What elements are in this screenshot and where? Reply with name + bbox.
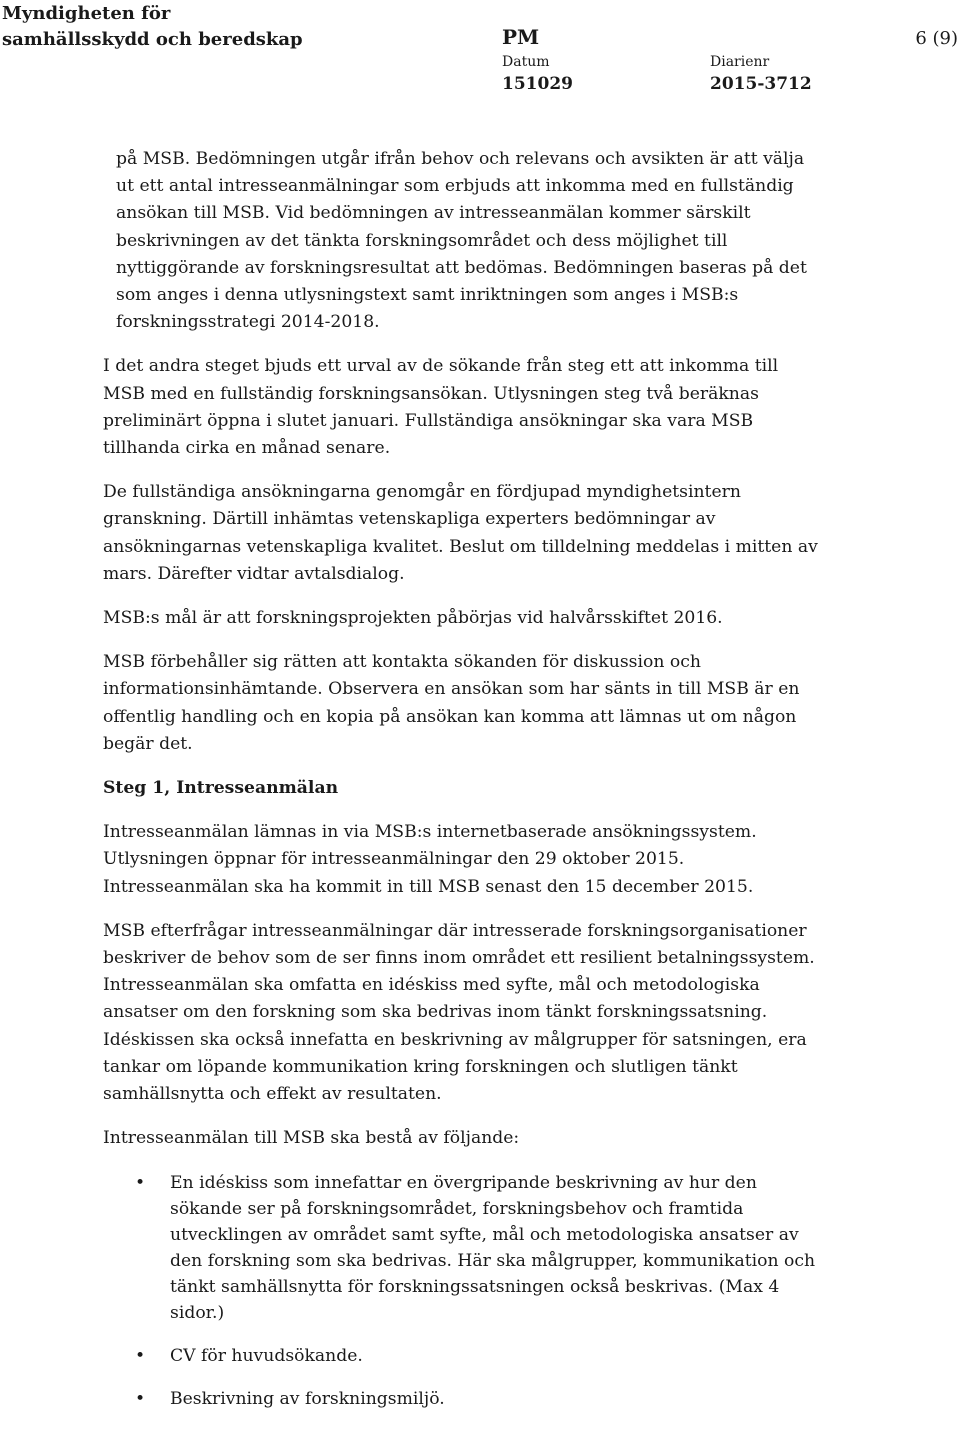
paragraph-request: MSB efterfrågar intresseanmälningar där intresserade forskningsorganisationer beskriver de behov som de ser finns inom området ett resilient betalningssystem. Intresseanmälan ska omfatta en idéskiss med syfte, mål och metodologiska ansatser om den forskning som ska bedrivas inom tänkt forskningssatsning. Idéskissen ska också innefatta en beskrivning av målgrupper för satsningen, era tankar om löpande kommunikation kring forskningen och slutligen tänkt samhällsnytta och effekt av resultaten. (103, 920, 815, 1105)
date-value: 151029 (502, 74, 573, 94)
section-heading: Steg 1, Intresseanmälan (103, 778, 339, 799)
diarienr-label: Diarienr (710, 54, 770, 70)
paragraph-contents-intro: Intresseanmälan till MSB ska bestå av följande: (103, 1128, 520, 1149)
list-item (103, 1170, 823, 1326)
document-body (103, 146, 823, 1429)
bullet-icon: • (135, 1388, 146, 1409)
paragraph-second-step: I det andra steget bjuds ett urval av de sökande från steg ett att inkomma till MSB med en fullständig forskningsansökan. Utlysningen steg två beräknas preliminärt öppna i slutet januari. Fullständiga ansökningar ska vara MSB tillhanda cirka en månad senare. (103, 356, 779, 459)
list-item-text: Beskrivning av forskningsmiljö. (170, 1388, 445, 1409)
paragraph-goal: MSB:s mål är att forskningsprojekten påbörjas vid halvårsskiftet 2016. (103, 608, 723, 629)
requirements-list (103, 1170, 823, 1412)
list-item (103, 1386, 823, 1412)
paragraph-review: De fullständiga ansökningarna genomgår en fördjupad myndighetsintern granskning. Därtill inhämtas vetenskapliga experters bedömningar av ansökningarnas vetenskapliga kvalitet. Beslut om tilldelning meddelas i mitten av mars. Därefter vidtar avtalsdialog. (103, 482, 818, 584)
list-item (103, 1343, 823, 1369)
date-label: Datum (502, 54, 550, 70)
document-type: PM (502, 25, 540, 49)
paragraph-contact: MSB förbehåller sig rätten att kontakta sökanden för diskussion och informationsinhämtande. Observera en ansökan som har sänts in till MSB är en offentlig handling och en kopia på ansökan kan komma att lämnas ut om någon begär det. (103, 652, 800, 754)
list-item-text: En idéskiss som innefattar en övergripande beskrivning av hur den sökande ser på forskningsområdet, forskningsbehov och framtida utvecklingen av området samt syfte, mål och metodologiska ansatser av den forskning som ska bedrivas. Här ska målgrupper, kommunikation och tänkt samhällsnytta för forskningssatsningen också beskrivas. (Max 4 sidor.) (170, 1172, 816, 1323)
paragraph-submission: Intresseanmälan lämnas in via MSB:s internetbaserade ansökningssystem. Utlysningen öppnar för intresseanmälningar den 29 oktober 2015. Intresseanmälan ska ha kommit in till MSB senast den 15 december 2015. (103, 822, 757, 897)
organization-name-line2: samhällsskydd och beredskap (2, 29, 303, 50)
bullet-icon: • (135, 1172, 146, 1193)
paragraph-assessment: på MSB. Bedömningen utgår ifrån behov och relevans och avsikten är att välja ut ett antal intresseanmälningar som erbjuds att inkomma med en fullständig ansökan till MSB. Vid bedömningen av intresseanmälan kommer särskilt beskrivningen av det tänkta forskningsområdet och dess möjlighet till nyttiggörande av forskningsresultat att bedömas. Bedömningen baseras på det som anges i denna utlysningstext samt inriktningen som anges i MSB:s forskningsstrategi 2014-2018. (116, 149, 807, 333)
page-number: 6 (9) (915, 28, 958, 49)
list-item-text: CV för huvudsökande. (170, 1345, 363, 1366)
bullet-icon: • (135, 1345, 146, 1366)
organization-name-line1: Myndigheten för (2, 3, 171, 24)
diarienr-value: 2015-3712 (710, 74, 812, 94)
organization-name (2, 1, 303, 53)
